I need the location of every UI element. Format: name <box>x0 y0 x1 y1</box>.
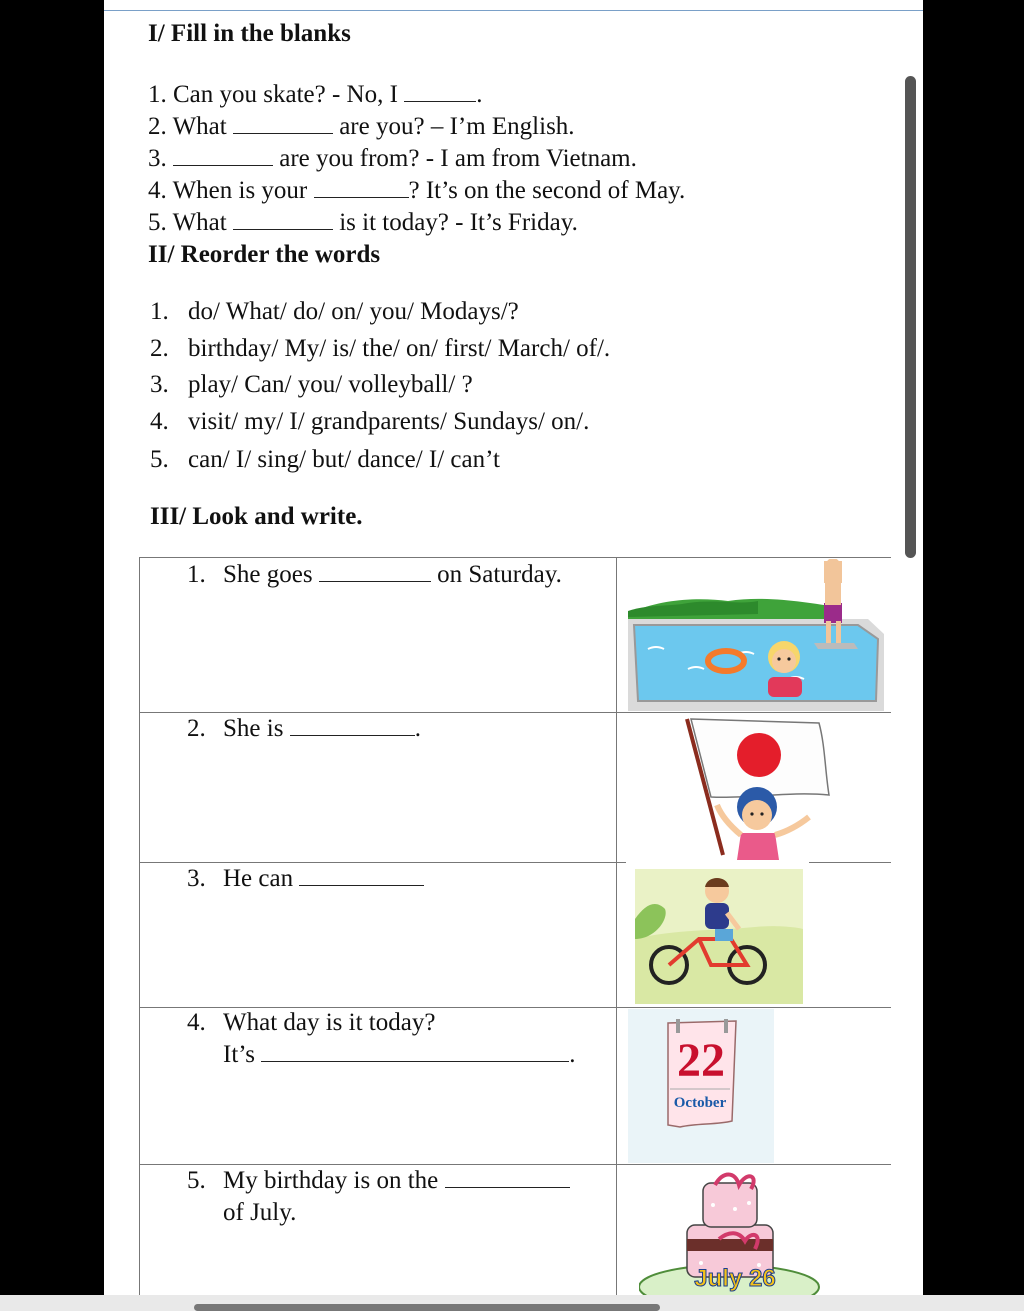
item-number: 2. <box>187 715 206 742</box>
answer-blank[interactable] <box>404 81 476 102</box>
section2-heading: II/ Reorder the words <box>148 241 381 268</box>
item-number: 4. <box>187 1009 206 1036</box>
item-text: Can you skate? - No, I <box>173 81 398 108</box>
table-border <box>616 557 617 1295</box>
table-border <box>139 712 891 713</box>
item-number: 2. <box>150 335 169 362</box>
calendar-month: October <box>673 1095 727 1111</box>
item-text: What <box>172 113 227 140</box>
item-text: What <box>172 209 227 236</box>
reorder-item-3 <box>150 371 473 399</box>
table-row <box>187 1167 570 1195</box>
answer-blank[interactable] <box>233 209 333 230</box>
section1-heading: I/ Fill in the blanks <box>148 20 351 47</box>
table-row <box>187 715 421 743</box>
item-number: 1. <box>187 561 206 588</box>
answer-blank[interactable] <box>261 1041 569 1062</box>
vertical-scrollbar[interactable] <box>905 76 916 558</box>
item-text: . <box>569 1041 576 1068</box>
top-border <box>104 10 923 11</box>
item-number: 5. <box>148 209 167 236</box>
item-text: ? It’s on the second of May. <box>408 177 686 204</box>
item-number: 3. <box>148 145 167 172</box>
table-border <box>139 1007 891 1008</box>
fill-item-3 <box>148 145 637 173</box>
table-row <box>187 865 424 893</box>
boy-cycling-picture <box>635 869 803 1004</box>
cake-label: July 26 <box>694 1265 776 1292</box>
reorder-item-4 <box>150 408 589 436</box>
table-border <box>139 557 140 1295</box>
item-number: 3. <box>150 371 169 398</box>
swimming-pool-picture <box>628 559 884 711</box>
item-text: My birthday is on the <box>223 1167 439 1194</box>
item-text: It’s <box>223 1041 255 1068</box>
table-border <box>809 862 891 863</box>
table-border <box>139 862 626 863</box>
reorder-item-5 <box>150 446 500 474</box>
table-row <box>187 561 562 589</box>
table-border <box>139 1164 891 1165</box>
birthday-cake-picture <box>639 1169 829 1295</box>
answer-blank[interactable] <box>299 865 424 886</box>
answer-blank[interactable] <box>445 1167 570 1188</box>
fill-item-4 <box>148 177 685 205</box>
item-number: 1. <box>150 298 169 325</box>
item-number: 2. <box>148 113 167 140</box>
table-row-line2 <box>223 1199 296 1227</box>
answer-blank[interactable] <box>233 113 333 134</box>
calendar-day: 22 <box>677 1034 725 1087</box>
item-text: What day is it today? <box>223 1009 436 1036</box>
answer-blank[interactable] <box>173 145 273 166</box>
item-number: 5. <box>187 1167 206 1194</box>
worksheet-page <box>104 0 923 1295</box>
calendar-picture <box>628 1009 774 1163</box>
item-text: play/ Can/ you/ volleyball/ ? <box>188 371 473 398</box>
look-and-write-table <box>139 557 891 1295</box>
item-text: When is your <box>172 177 308 204</box>
reorder-item-2 <box>150 335 610 363</box>
item-text: She goes <box>223 561 313 588</box>
item-text: do/ What/ do/ on/ you/ Modays/? <box>188 298 519 325</box>
table-border <box>139 557 891 558</box>
item-number: 1. <box>148 81 167 108</box>
table-row-line2 <box>223 1041 575 1069</box>
item-text: is it today? - It’s Friday. <box>339 209 578 236</box>
horizontal-scrollbar[interactable] <box>194 1304 660 1311</box>
item-number: 4. <box>150 408 169 435</box>
fill-item-2 <box>148 113 575 141</box>
item-text: . <box>476 81 483 108</box>
item-text: She is <box>223 715 284 742</box>
item-text: birthday/ My/ is/ the/ on/ first/ March/ of/. <box>188 335 611 362</box>
item-text: on Saturday. <box>437 561 562 588</box>
answer-blank[interactable] <box>314 177 409 198</box>
japan-flag-girl-picture <box>649 715 839 860</box>
item-text: visit/ my/ I/ grandparents/ Sundays/ on/. <box>188 408 590 435</box>
table-row <box>187 1009 435 1037</box>
reorder-item-1 <box>150 298 519 326</box>
item-text: of July. <box>223 1199 297 1226</box>
item-text: are you from? - I am from Vietnam. <box>279 145 637 172</box>
item-text: . <box>414 715 421 742</box>
fill-item-5 <box>148 209 578 237</box>
item-number: 3. <box>187 865 206 892</box>
item-number: 5. <box>150 446 169 473</box>
item-text: He can <box>223 865 294 892</box>
section3-heading: III/ Look and write. <box>150 503 363 530</box>
answer-blank[interactable] <box>319 561 431 582</box>
item-number: 4. <box>148 177 167 204</box>
item-text: can/ I/ sing/ but/ dance/ I/ can’t <box>188 446 500 473</box>
item-text: are you? – I’m English. <box>339 113 575 140</box>
fill-item-1 <box>148 81 482 109</box>
answer-blank[interactable] <box>290 715 415 736</box>
